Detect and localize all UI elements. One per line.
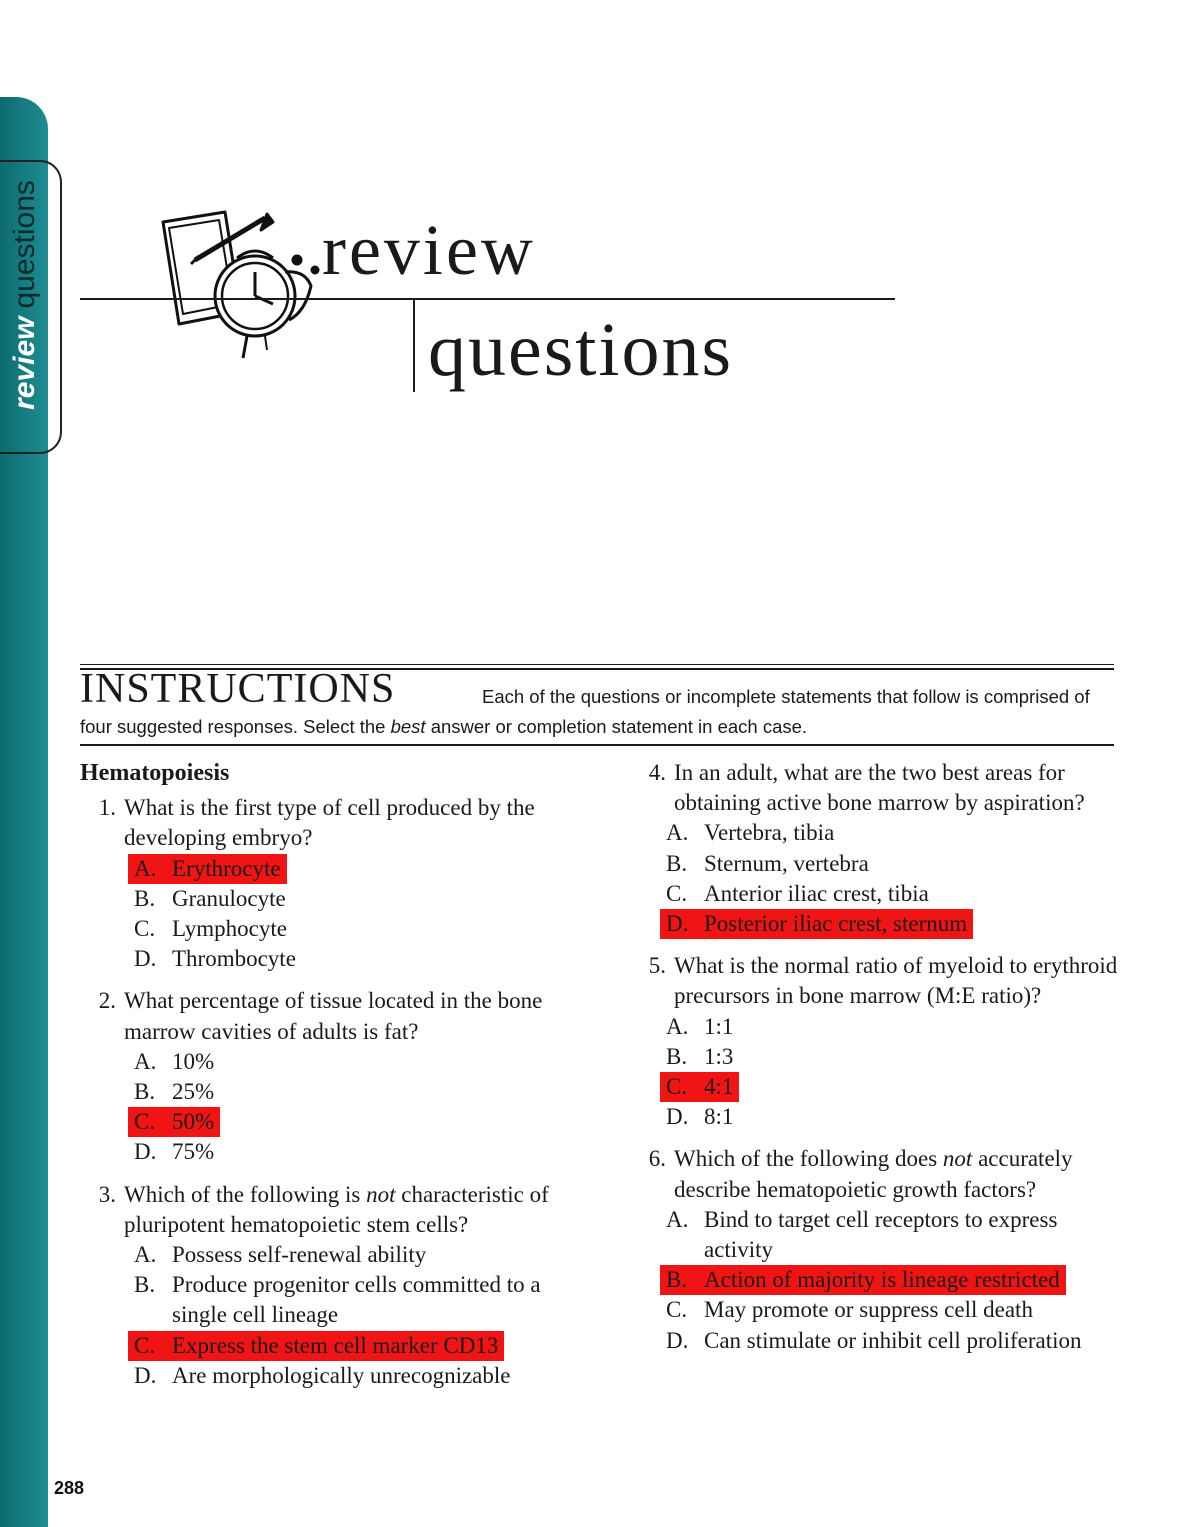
question-stem-emphasis: not bbox=[366, 1181, 396, 1207]
question-stem bbox=[674, 1144, 1130, 1204]
page-number: 288 bbox=[54, 1478, 85, 1498]
option-text: Express the stem cell marker CD13 bbox=[172, 1332, 499, 1358]
instructions-text-part1: Each of the questions or incomplete statements that follow is comprised of four suggested responses. Select the bbox=[80, 686, 1090, 737]
answer-option[interactable] bbox=[134, 1047, 590, 1077]
option-text: Possess self-renewal ability bbox=[172, 1242, 427, 1268]
question bbox=[80, 793, 590, 974]
answer-option[interactable] bbox=[134, 1361, 590, 1391]
option-letter: D. bbox=[134, 946, 157, 972]
option-text: Can stimulate or inhibit cell proliferation bbox=[704, 1327, 1082, 1353]
option-letter: B. bbox=[666, 1267, 688, 1293]
answer-option[interactable] bbox=[134, 944, 590, 974]
option-letter: D. bbox=[666, 1104, 689, 1130]
option-letter: A. bbox=[666, 1013, 689, 1039]
side-tab-label-bold: review bbox=[8, 316, 41, 410]
option-letter: A. bbox=[666, 1206, 689, 1232]
instructions-heading: INSTRUCTIONS bbox=[80, 666, 396, 712]
answer-option[interactable] bbox=[666, 1042, 1130, 1072]
title-questions: questions bbox=[428, 308, 734, 392]
option-text: 25% bbox=[172, 1079, 215, 1105]
option-letter: D. bbox=[134, 1139, 157, 1165]
title-review: review bbox=[322, 210, 536, 290]
answer-option[interactable] bbox=[666, 849, 1130, 879]
option-text: 10% bbox=[172, 1048, 215, 1074]
instructions-text-part2: answer or completion statement in each case. bbox=[425, 716, 808, 737]
answer-option-selected[interactable] bbox=[128, 1331, 504, 1361]
option-letter: C. bbox=[666, 880, 688, 906]
option-text: Vertebra, tibia bbox=[704, 820, 835, 846]
answer-option-selected[interactable] bbox=[660, 909, 973, 939]
instructions-text bbox=[80, 682, 1120, 742]
option-text: Produce progenitor cells committed to a single cell lineage bbox=[172, 1272, 541, 1328]
option-text: Action of majority is lineage restricted bbox=[704, 1267, 1060, 1293]
option-text: Sternum, vertebra bbox=[704, 850, 869, 876]
option-text: Erythrocyte bbox=[172, 855, 281, 881]
side-tab-label bbox=[4, 150, 46, 440]
option-text: 50% bbox=[172, 1109, 215, 1135]
option-text: Bind to target cell receptors to express activity bbox=[704, 1206, 1058, 1263]
clipboard-clock-icon bbox=[155, 200, 335, 370]
title-rule-horizontal bbox=[80, 298, 895, 300]
question bbox=[630, 951, 1130, 1132]
instructions-rule-top-thin bbox=[80, 664, 1114, 665]
question bbox=[80, 986, 590, 1167]
answer-option[interactable] bbox=[666, 1102, 1130, 1132]
option-text: 1:3 bbox=[704, 1043, 734, 1069]
option-letter: B. bbox=[666, 850, 688, 876]
question-stem-part1: Which of the following does bbox=[674, 1146, 943, 1172]
option-letter: C. bbox=[134, 1109, 156, 1135]
instructions-emphasis: best bbox=[390, 716, 426, 737]
option-text: 4:1 bbox=[704, 1074, 734, 1100]
option-letter: C. bbox=[134, 916, 156, 942]
option-letter: A. bbox=[134, 1242, 157, 1268]
question-stem-part1: Which of the following is bbox=[124, 1181, 367, 1207]
answer-option[interactable] bbox=[134, 1137, 590, 1167]
answer-option[interactable] bbox=[134, 1270, 590, 1330]
option-text: 1:1 bbox=[704, 1013, 734, 1039]
question-number: 1. bbox=[98, 795, 116, 821]
question-stem: What is the first type of cell produced by the developing embryo? bbox=[124, 795, 535, 851]
option-text: Posterior iliac crest, sternum bbox=[704, 911, 968, 937]
question-number: 2. bbox=[98, 988, 116, 1014]
option-letter: A. bbox=[666, 820, 689, 846]
option-text: May promote or suppress cell death bbox=[704, 1297, 1033, 1323]
answer-option[interactable] bbox=[666, 1295, 1130, 1325]
option-text: Granulocyte bbox=[172, 885, 286, 911]
answer-option-selected[interactable] bbox=[128, 854, 287, 884]
answer-option[interactable] bbox=[666, 879, 1130, 909]
answer-option[interactable] bbox=[666, 1012, 1130, 1042]
option-text: Anterior iliac crest, tibia bbox=[704, 880, 929, 906]
question-stem bbox=[124, 1180, 590, 1240]
question-stem: What is the normal ratio of myeloid to erythroid precursors in bone marrow (M:E ratio)? bbox=[674, 953, 1118, 1009]
answer-option-selected[interactable] bbox=[128, 1107, 220, 1137]
option-letter: D. bbox=[666, 911, 689, 937]
question-number: 4. bbox=[648, 760, 666, 785]
option-letter: C. bbox=[666, 1074, 688, 1100]
option-letter: B. bbox=[134, 1272, 156, 1298]
option-text: 75% bbox=[172, 1139, 215, 1165]
option-text: Thrombocyte bbox=[172, 946, 296, 972]
answer-option-selected[interactable] bbox=[660, 1265, 1066, 1295]
option-letter: D. bbox=[666, 1327, 689, 1353]
question bbox=[630, 1144, 1130, 1355]
column-right bbox=[630, 758, 1130, 1368]
option-text: Lymphocyte bbox=[172, 916, 287, 942]
answer-option[interactable] bbox=[134, 1240, 590, 1270]
answer-option-selected[interactable] bbox=[660, 1072, 739, 1102]
answer-option[interactable] bbox=[666, 818, 1130, 848]
question-number: 6. bbox=[648, 1146, 666, 1172]
option-letter: C. bbox=[666, 1297, 688, 1323]
option-letter: C. bbox=[134, 1332, 156, 1358]
question-number: 5. bbox=[648, 953, 666, 979]
question-stem-emphasis: not bbox=[942, 1146, 973, 1172]
option-letter: B. bbox=[134, 885, 156, 911]
answer-option[interactable] bbox=[666, 1205, 1130, 1265]
question-number: 3. bbox=[98, 1181, 116, 1207]
title-rule-vertical bbox=[413, 300, 415, 392]
answer-option[interactable] bbox=[134, 1077, 590, 1107]
answer-option[interactable] bbox=[134, 914, 590, 944]
answer-option[interactable] bbox=[134, 884, 590, 914]
section-title: Hematopoiesis bbox=[80, 760, 230, 786]
option-letter: A. bbox=[134, 855, 157, 881]
question-stem: In an adult, what are the two best areas for obtaining active bone marrow by aspiration? bbox=[674, 760, 1085, 816]
option-text: 8:1 bbox=[704, 1104, 734, 1130]
option-letter: B. bbox=[666, 1043, 688, 1069]
question-stem: What percentage of tissue located in the bone marrow cavities of adults is fat? bbox=[124, 988, 543, 1044]
option-letter: B. bbox=[134, 1079, 156, 1105]
instructions-rule-bottom bbox=[80, 744, 1114, 746]
question-stem-part2: characteristic of pluripotent hematopoietic stem cells? bbox=[124, 1181, 549, 1237]
option-letter: A. bbox=[134, 1048, 157, 1074]
option-text: Are morphologically unrecognizable bbox=[172, 1362, 511, 1388]
side-tab-label-rest: questions bbox=[8, 180, 41, 309]
option-letter: D. bbox=[134, 1362, 157, 1388]
column-left bbox=[80, 758, 590, 1403]
question bbox=[630, 758, 1130, 939]
question-stem-part2: accurately describe hematopoietic growth factors? bbox=[674, 1146, 1073, 1202]
question bbox=[80, 1180, 590, 1391]
answer-option[interactable] bbox=[666, 1326, 1130, 1356]
